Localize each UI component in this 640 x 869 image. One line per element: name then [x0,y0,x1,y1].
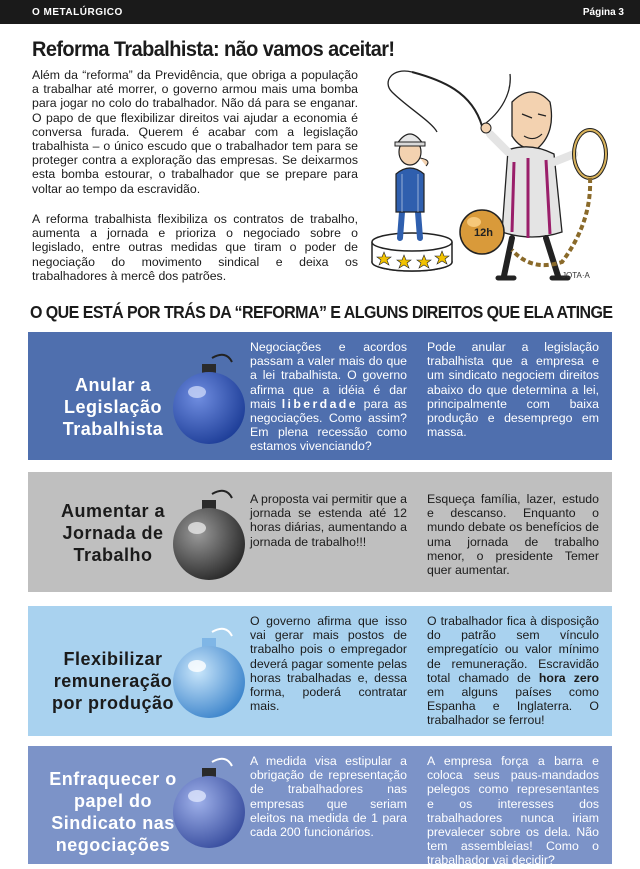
panel-label: Aumentar a Jornada de Trabalho [60,501,166,565]
article-title: Reforma Trabalhista: não vamos aceitar! [32,38,395,61]
top-bar [0,0,640,24]
weight-label: 12h [474,227,493,239]
panel-text-col1: A proposta vai permitir que a jornada se estenda até 12 horas diárias, aumentando a jornada de trabalho!!! [250,492,407,549]
panel-label: Enfraquecer o papel do Sindicato nas negociações [49,769,177,855]
intro-paragraph-1: Além da “reforma” da Previdência, que obriga a população a trabalhar até morrer, o governo armou mais uma bomba para jogar no colo do trabalhador. Não dá para se enganar. O papo de que flexibilizar direitos vai ajudar a economia é conversa furada. Querem é acabar com a legislação trabalhista – o único escudo que o trabalhador tem para se proteger contra a exploração das empresas. Se deixarmos esta bomba estourar, o trabalhador que se prepare para voltar ao tempo da escravidão. [32,68,358,196]
panel-anular-legislacao [28,332,612,460]
bomb-icon [154,484,264,594]
bomb-icon [154,622,264,732]
bomb-icon [154,348,264,458]
publication-name: O METALÚRGICO [32,7,123,18]
panel-text-col2: Esqueça família, lazer, estudo e descanso. Enquanto o mundo debate os benefícios de uma jornada de trabalho menor, o presidente Temer quer aumentar. [427,492,599,578]
artist-signature: JOTA·A [562,271,590,280]
panel-label: Anular a Legislação Trabalhista [62,375,164,439]
intro-paragraph-2: A reforma trabalhista flexibiliza os contratos de trabalho, aumenta a jornada e prioriza o negociado sobre o legislado, entre outras medidas que tiram o poder de negociação do movimento sindical e deixa os trabalhadores à mercê dos patrões. [32,212,358,283]
cartoon-illustration [362,62,628,288]
page-number: Página 3 [582,7,624,18]
panel-text-col1: A medida visa estipular a obrigação de representação de trabalhadores nas empresas que seriam eleitos na medida de 1 para cada 200 funcionários. [250,754,407,840]
panel-enfraquecer-sindicato [28,746,612,868]
panel-text-col1: O governo afirma que isso vai gerar mais postos de trabalho pois o empregador deverá pagar somente pelas horas trabalhadas e, dessa forma, poderá contratar mais. [250,614,407,714]
panel-aumentar-jornada [28,472,612,592]
panel-text-col2: Pode anular a legislação trabalhista que a empresa e um sindicato negociem direitos abaixo do que determina a lei, principalmente com baixa produção e desemprego em massa. [427,340,599,440]
panel-flexibilizar-remuneracao [28,606,612,736]
panel-text-col2: A empresa força a barra e coloca seus paus-mandados pelegos como representantes e os interesses dos trabalhadores nunca iriam prevalecer sobre os dela. Não tem assembleias! Como o trabalhador vai decidir? [427,754,599,868]
panel-text-col2: O trabalhador fica à disposição do patrão sem vínculo empregatício ou valor mínimo de remuneração. Escravidão total chamado de hora zero em alguns países como Espanha e Inglaterra. O trabalhador se ferrou! [427,614,599,728]
section-heading: O QUE ESTÁ POR TRÁS DA “REFORMA” E ALGUNS DIREITOS QUE ELA ATINGE [30,302,613,322]
panel-label: Flexibilizar remuneração por produção [52,649,174,713]
panel-text-col1: Negociações e acordos passam a valer mais do que a lei trabalhista. O governo afirma que a idéia é dar mais liberdade para as negociações. Como assim? Em plena recessão como estamos vivenciando? [250,340,407,454]
bomb-icon [154,752,264,862]
